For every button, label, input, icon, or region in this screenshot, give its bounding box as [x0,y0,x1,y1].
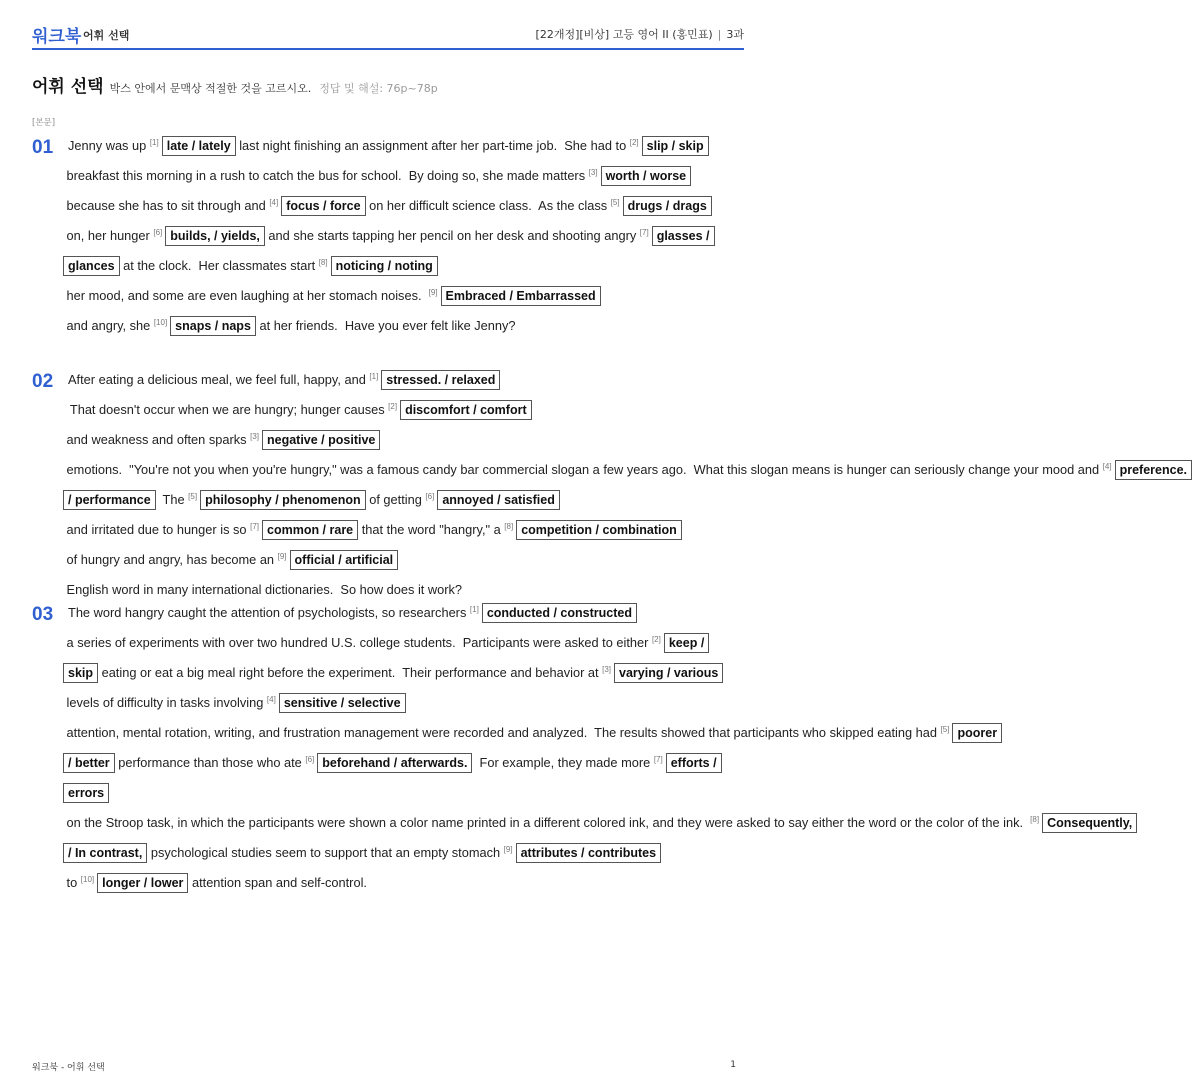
passage-text-run: on her difficult science class. As the class [365,198,611,213]
passage-text-run: and weakness and often sparks [63,432,251,447]
choice-box[interactable]: builds, / yields, [165,226,265,246]
choice-box[interactable]: efforts / errors [63,753,722,803]
blank-number: [4] [266,695,276,704]
passage-text-run: The word hangry caught the attention of psychologists, so researchers [68,605,470,620]
passage-text-run: a series of experiments with over two hundred U.S. college students. Participants were asked to either [63,635,652,650]
passage-text-run: attention, mental rotation, writing, and frustration management were recorded and analyzed. The results showed that participants who skipped eating had [63,725,941,740]
blank-number: [6] [153,228,163,237]
blank-number: [5] [940,725,950,734]
passage-text-run: attention span and self-control. [188,875,367,890]
instruction-text: 박스 안에서 문맥상 적절한 것을 고르시오. [109,82,312,95]
blank-number: [9] [277,552,287,561]
passage-text-run: on the Stroop task, in which the participants were shown a color name printed in a different colored ink, and they were asked to say either the word or the color of the ink. [63,815,1031,830]
passage-number: 01 [32,137,54,158]
passage-text-run: That doesn't occur when we are hungry; hunger causes [63,402,389,417]
passage-section-03 [32,598,1133,898]
passage-text [63,598,1133,898]
passage-text-run: of getting [365,492,426,507]
passage-text-run: that the word "hangry," a [358,522,505,537]
blank-number: [5] [188,492,198,501]
choice-box[interactable]: sensitive / selective [279,693,406,713]
choice-box[interactable]: preference. / performance [63,460,1192,510]
choice-box[interactable]: glasses / glances [63,226,715,276]
passage-text-run: emotions. "You're not you when you're hungry," was a famous candy bar commercial slogan a few years ago. What this slogan means is hunger can seriously change your mood and [63,462,1103,477]
blank-number: [8] [504,522,514,531]
header-subtitle: 어휘 선택 [83,29,130,42]
passage-section-01 [32,131,736,341]
choice-box[interactable]: noticing / noting [331,256,438,276]
choice-box[interactable]: longer / lower [97,873,188,893]
choice-box[interactable]: varying / various [614,663,723,683]
choice-box[interactable]: worth / worse [601,166,692,186]
choice-box[interactable]: stressed. / relaxed [381,370,500,390]
passage-text-run: performance than those who ate [114,755,306,770]
choice-box[interactable]: late / lately [162,136,236,156]
choice-box[interactable]: Consequently, / In contrast, [63,813,1137,863]
blank-number: [6] [305,755,315,764]
header-separator: | [717,28,722,41]
blank-number: [3] [602,665,612,674]
passage-text-run: The [155,492,189,507]
passage-text-run: at her friends. Have you ever felt like Jenny? [255,318,516,333]
blank-number: [8] [318,258,328,267]
choice-box[interactable]: attributes / contributes [516,843,661,863]
passage-text-run: psychological studies seem to support that an empty stomach [147,845,504,860]
choice-box[interactable]: annoyed / satisfied [437,490,560,510]
passage-number: 02 [32,371,54,392]
choice-box[interactable]: focus / force [281,196,365,216]
blank-number: [2] [388,402,398,411]
choice-box[interactable]: common / rare [262,520,358,540]
choice-box[interactable]: competition / combination [516,520,682,540]
passage-text-run: her mood, and some are even laughing at her stomach noises. [63,288,429,303]
passage-text-run: at the clock. Her classmates start [119,258,319,273]
blank-number: [1] [149,138,159,147]
blank-number: [2] [651,635,661,644]
passage-section-02 [32,365,1188,604]
choice-box[interactable]: snaps / naps [170,316,256,336]
brand-logo-text: 워크북 [32,27,82,47]
choice-box[interactable]: slip / skip [642,136,709,156]
passage-text-run: on, her hunger [63,228,154,243]
chapter-label: 3과 [726,28,744,41]
blank-number: [5] [610,198,620,207]
choice-box[interactable]: poorer / better [63,723,1002,773]
page-header [32,0,744,50]
blank-number: [1] [369,372,379,381]
passage-text [63,365,1188,604]
blank-number: [7] [653,755,663,764]
blank-number: [4] [269,198,279,207]
choice-box[interactable]: Embraced / Embarrassed [441,286,601,306]
title-row [32,72,438,97]
choice-box[interactable]: discomfort / comfort [400,400,532,420]
passage-text-run: English word in many international dictionaries. So how does it work? [63,582,463,597]
passage-text-run: After eating a delicious meal, we feel full, happy, and [68,372,370,387]
answer-reference: 정답 및 해설: 76p~78p [319,82,438,95]
choice-box[interactable]: official / artificial [290,550,399,570]
course-info [536,26,744,42]
passage-text-run: and angry, she [63,318,154,333]
passage-text-run: For example, they made more [472,755,654,770]
blank-number: [10] [153,318,168,327]
blank-number: [9] [503,845,513,854]
blank-number: [1] [469,605,479,614]
blank-number: [2] [629,138,639,147]
blank-number: [7] [639,228,649,237]
blank-number: [6] [425,492,435,501]
blank-number: [7] [250,522,259,531]
blank-number: [10] [80,875,95,884]
footer-label: 워크북 - 어휘 선택 [32,1063,105,1073]
passage-text-run: and she starts tapping her pencil on her desk and shooting angry [264,228,640,243]
passage-text-run: because she has to sit through and [63,198,270,213]
blank-number: [9] [428,288,438,297]
passage-text-run: breakfast this morning in a rush to catch the bus for school. By doing so, she made matters [63,168,589,183]
choice-box[interactable]: philosophy / phenomenon [200,490,366,510]
blank-number: [8] [1030,815,1040,824]
page-number: 1 [730,1060,736,1070]
passage-text-run: to [63,875,81,890]
choice-box[interactable]: conducted / constructed [482,603,637,623]
choice-box[interactable]: drugs / drags [623,196,712,216]
blank-number: [3] [250,432,259,441]
blank-number: [4] [1102,462,1112,471]
choice-box[interactable]: negative / positive [262,430,380,450]
course-title: [22개정][비상] 고등 영어 II (홍민표) [535,28,713,41]
blank-number: [3] [588,168,598,177]
section-label: [본문] [32,118,56,128]
passage-number: 03 [32,604,54,625]
passage-text-run: last night finishing an assignment after her part-time job. She had to [235,138,630,153]
choice-box[interactable]: beforehand / afterwards. [317,753,472,773]
passage-text-run: Jenny was up [68,138,150,153]
passage-text-run: eating or eat a big meal right before the experiment. Their performance and behavior at [98,665,603,680]
passage-text-run: and irritated due to hunger is so [63,522,251,537]
passage-text-run: levels of difficulty in tasks involving [63,695,267,710]
choice-box[interactable]: keep / skip [63,633,709,683]
passage-text-run: of hungry and angry, has become an [63,552,278,567]
page-title: 어휘 선택 [32,77,104,97]
passage-text [63,131,736,341]
